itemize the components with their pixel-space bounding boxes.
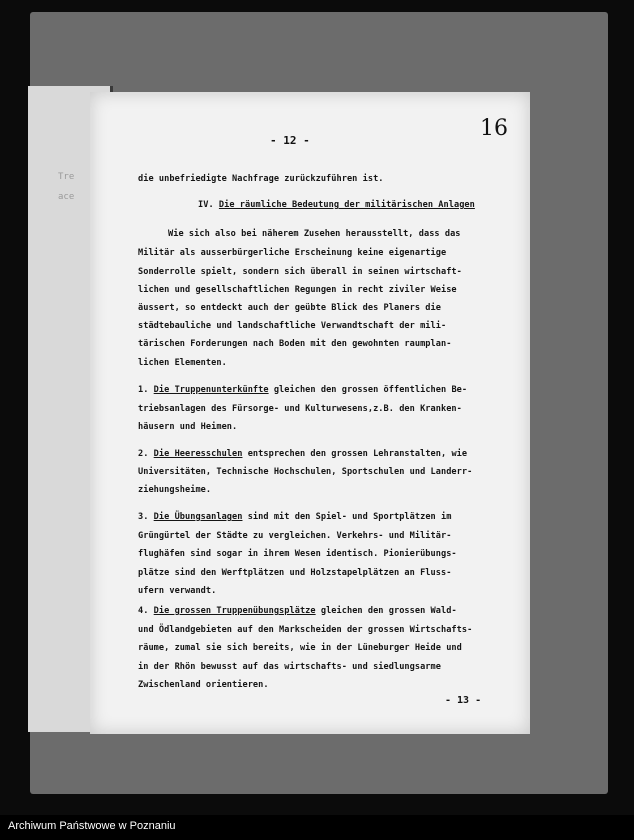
text-segment: Zwischenland orientieren. [138,680,269,690]
text-line [138,606,457,616]
text-segment: städtebauliche und landschaftliche Verwandtschaft der mili- [138,321,447,331]
underlined-heading: Die räumliche Bedeutung der militärischen Anlagen [218,200,475,210]
underlined-heading: Die Heeresschulen [153,449,243,459]
text-segment: gleichen den grossen Wald- [315,606,457,616]
text-segment: tärischen Forderungen nach Boden mit den gewohnten raumplan- [138,339,452,349]
text-segment: lichen und gesellschaftlichen Regungen in recht ziviler Weise [138,285,457,295]
text-segment: häusern und Heimen. [138,422,238,432]
text-line [168,229,461,239]
text-segment: Militär als ausserbürgerliche Erscheinung keine eigenartige [138,248,447,258]
text-line [138,339,451,349]
text-line [138,321,446,331]
text-segment: Sonderrolle spielt, sondern sich überall in seinen wirtschaft- [138,267,462,277]
text-line [138,512,451,522]
text-segment: IV. [198,200,219,210]
underlined-heading: Die Übungsanlagen [153,512,243,522]
text-line [138,404,462,414]
text-segment: 3. [138,512,154,522]
text-segment: flughäfen sind sogar in ihrem Wesen identisch. Pionierübungs- [138,549,457,559]
text-line [138,267,462,277]
page-number-top: - 12 - [270,134,310,147]
text-line [138,531,451,541]
text-line [138,449,467,459]
text-segment: und Ödlandgebieten auf den Markscheiden der grossen Wirtschafts- [138,625,473,635]
text-segment: 2. [138,449,154,459]
text-segment: 1. [138,385,154,395]
page-number-bottom: - 13 - [445,695,482,706]
underlined-heading: Die grossen Truppenübungsplätze [153,606,316,616]
text-line [138,174,384,184]
left-page-fragment: Tre [58,172,75,182]
text-line [138,385,467,395]
text-line [138,303,441,313]
archive-footer [0,815,634,840]
text-segment: die unbefriedigte Nachfrage zurückzuführen ist. [138,174,384,184]
text-segment: triebsanlagen des Fürsorge- und Kulturwesens,z.B. den Kranken- [138,404,462,414]
text-segment: plätze sind den Werftplätzen und Holzstapelplätzen an Fluss- [138,568,452,578]
archive-name: Archiwum Państwowe w Poznaniu [8,820,176,832]
text-segment: in der Rhön bewusst auf das wirtschafts- und siedlungsarme [138,662,441,672]
text-line [138,643,462,653]
text-line [138,680,269,690]
text-line [138,662,441,672]
text-line [138,549,457,559]
handwritten-folio-number: 16 [480,116,508,141]
document-page [90,92,530,734]
text-segment: ziehungsheime. [138,485,212,495]
text-segment: Universitäten, Technische Hochschulen, Sportschulen und Landerr- [138,467,473,477]
text-segment: 4. [138,606,154,616]
text-segment: entsprechen den grossen Lehranstalten, wie [242,449,468,459]
text-segment: räume, zumal sie sich bereits, wie in der Lüneburger Heide und [138,643,462,653]
text-line [138,285,457,295]
text-line [138,358,227,368]
text-line [138,568,451,578]
text-line [138,467,472,477]
text-segment: Grüngürtel der Städte zu vergleichen. Verkehrs- und Militär- [138,531,452,541]
text-line [138,422,237,432]
text-line [198,200,475,210]
text-segment: lichen Elementen. [138,358,227,368]
text-segment: gleichen den grossen öffentlichen Be- [268,385,468,395]
text-segment: äussert, so entdeckt auch der geübte Blick des Planers die [138,303,441,313]
underlined-heading: Die Truppenunterkünfte [153,385,269,395]
text-line [138,586,216,596]
text-line [138,485,211,495]
text-segment: Wie sich also bei näherem Zusehen herausstellt, dass das [168,229,461,239]
text-segment: ufern verwandt. [138,586,217,596]
text-line [138,625,472,635]
left-page-fragment: ace [58,192,75,202]
text-line [138,248,446,258]
text-segment: sind mit den Spiel- und Sportplätzen im [242,512,452,522]
